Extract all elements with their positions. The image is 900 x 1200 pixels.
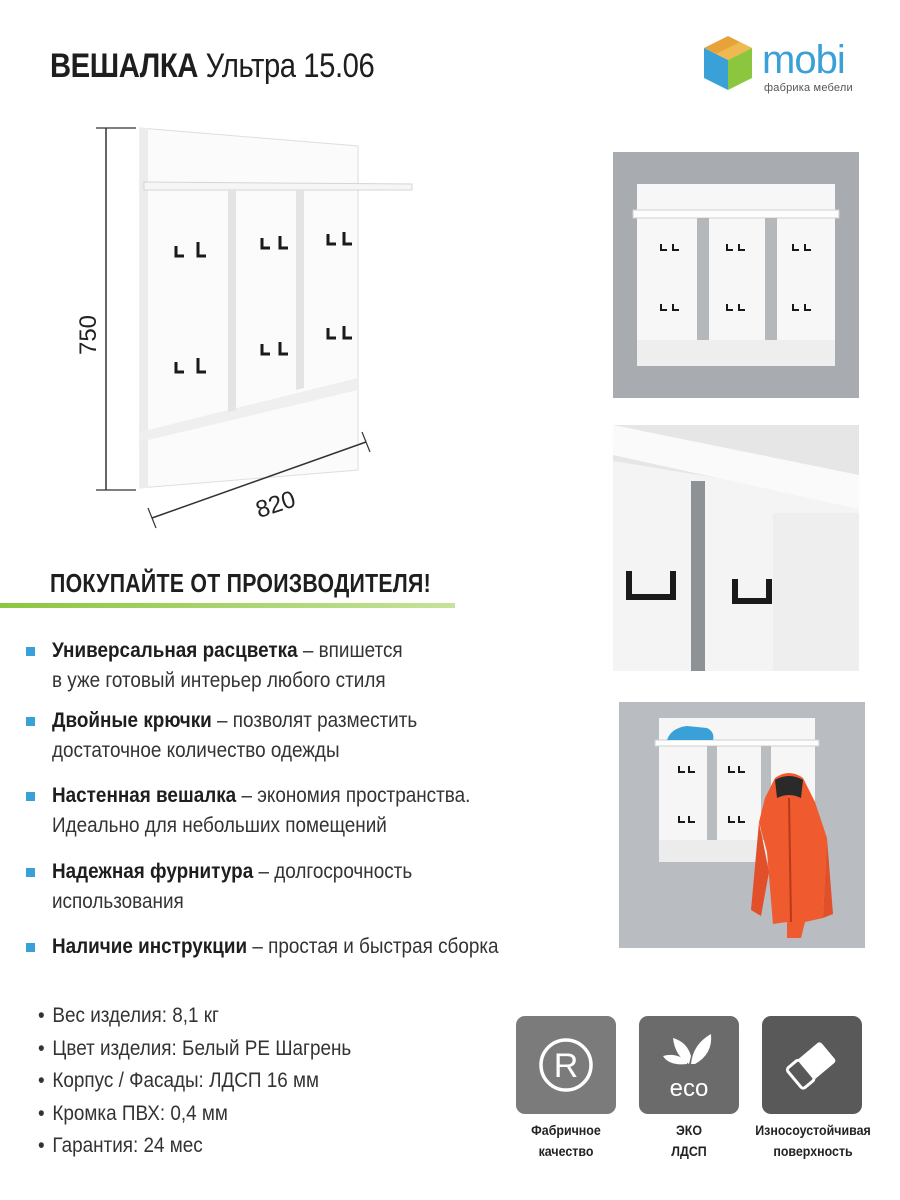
brand-logo [700, 34, 870, 104]
bullet-square-icon [26, 792, 35, 801]
slogan-heading: ПОКУПАЙТЕ ОТ ПРОИЗВОДИТЕЛЯ! [50, 568, 431, 598]
cube-logo-icon [700, 34, 756, 94]
spec-item: • Вес изделия: 8,1 кг [38, 1004, 219, 1027]
feature-item: Двойные крючки – позволят разместить достаточное количество одежды [26, 706, 586, 766]
product-photo-in-use [619, 702, 865, 948]
feature-item: Универсальная расцветка – впишется в уже готовый интерьер любого стиля [26, 636, 586, 696]
bullet-square-icon [26, 868, 35, 877]
product-title [50, 44, 374, 88]
feature-item: Надежная фурнитура – долгосрочность использования [26, 857, 586, 917]
spec-item: • Кромка ПВХ: 0,4 мм [38, 1101, 228, 1125]
badge-wear-resistant [762, 1016, 862, 1114]
spec-item: • Корпус / Фасады: ЛДСП 16 мм [38, 1069, 320, 1092]
registered-mark-icon [516, 1016, 616, 1114]
spec-list [38, 1000, 386, 1163]
svg-text:R: R [553, 1047, 579, 1085]
bullet-square-icon [26, 717, 35, 726]
feature-item: Настенная вешалка – экономия пространства. Идеально для небольших помещений [26, 781, 586, 841]
badge-label-factory-quality: Фабричное качество [531, 1123, 601, 1159]
spec-item: • Гарантия: 24 мес [38, 1134, 203, 1157]
product-photo-front [613, 152, 859, 398]
product-photo-closeup [613, 425, 859, 671]
height-dimension-label: 750 [75, 314, 102, 356]
product-model: Ультра 15.06 [205, 47, 375, 85]
badge-label-eco: ЭКО ЛДСП [671, 1123, 707, 1159]
width-dimension-label: 820 [252, 485, 299, 524]
logo-subtitle: фабрика мебели [764, 82, 853, 94]
bullet-square-icon [26, 943, 35, 952]
dimension-drawing [75, 120, 460, 540]
eco-leaves-icon [639, 1016, 739, 1114]
logo-word: mobi [762, 38, 845, 82]
badge-eco [639, 1016, 739, 1114]
eraser-icon [762, 1016, 862, 1114]
feature-item: Наличие инструкции – простая и быстрая сборка [26, 932, 586, 962]
badge-label-wear-resistant: Износоустойчивая поверхность [755, 1123, 871, 1159]
bullet-square-icon [26, 647, 35, 656]
spec-item: • Цвет изделия: Белый PE Шагрень [38, 1036, 352, 1060]
badge-factory-quality [516, 1016, 616, 1114]
product-title-bold: ВЕШАЛКА [50, 47, 198, 85]
eco-symbol: eco [669, 1075, 709, 1102]
slogan-underline [0, 603, 455, 608]
